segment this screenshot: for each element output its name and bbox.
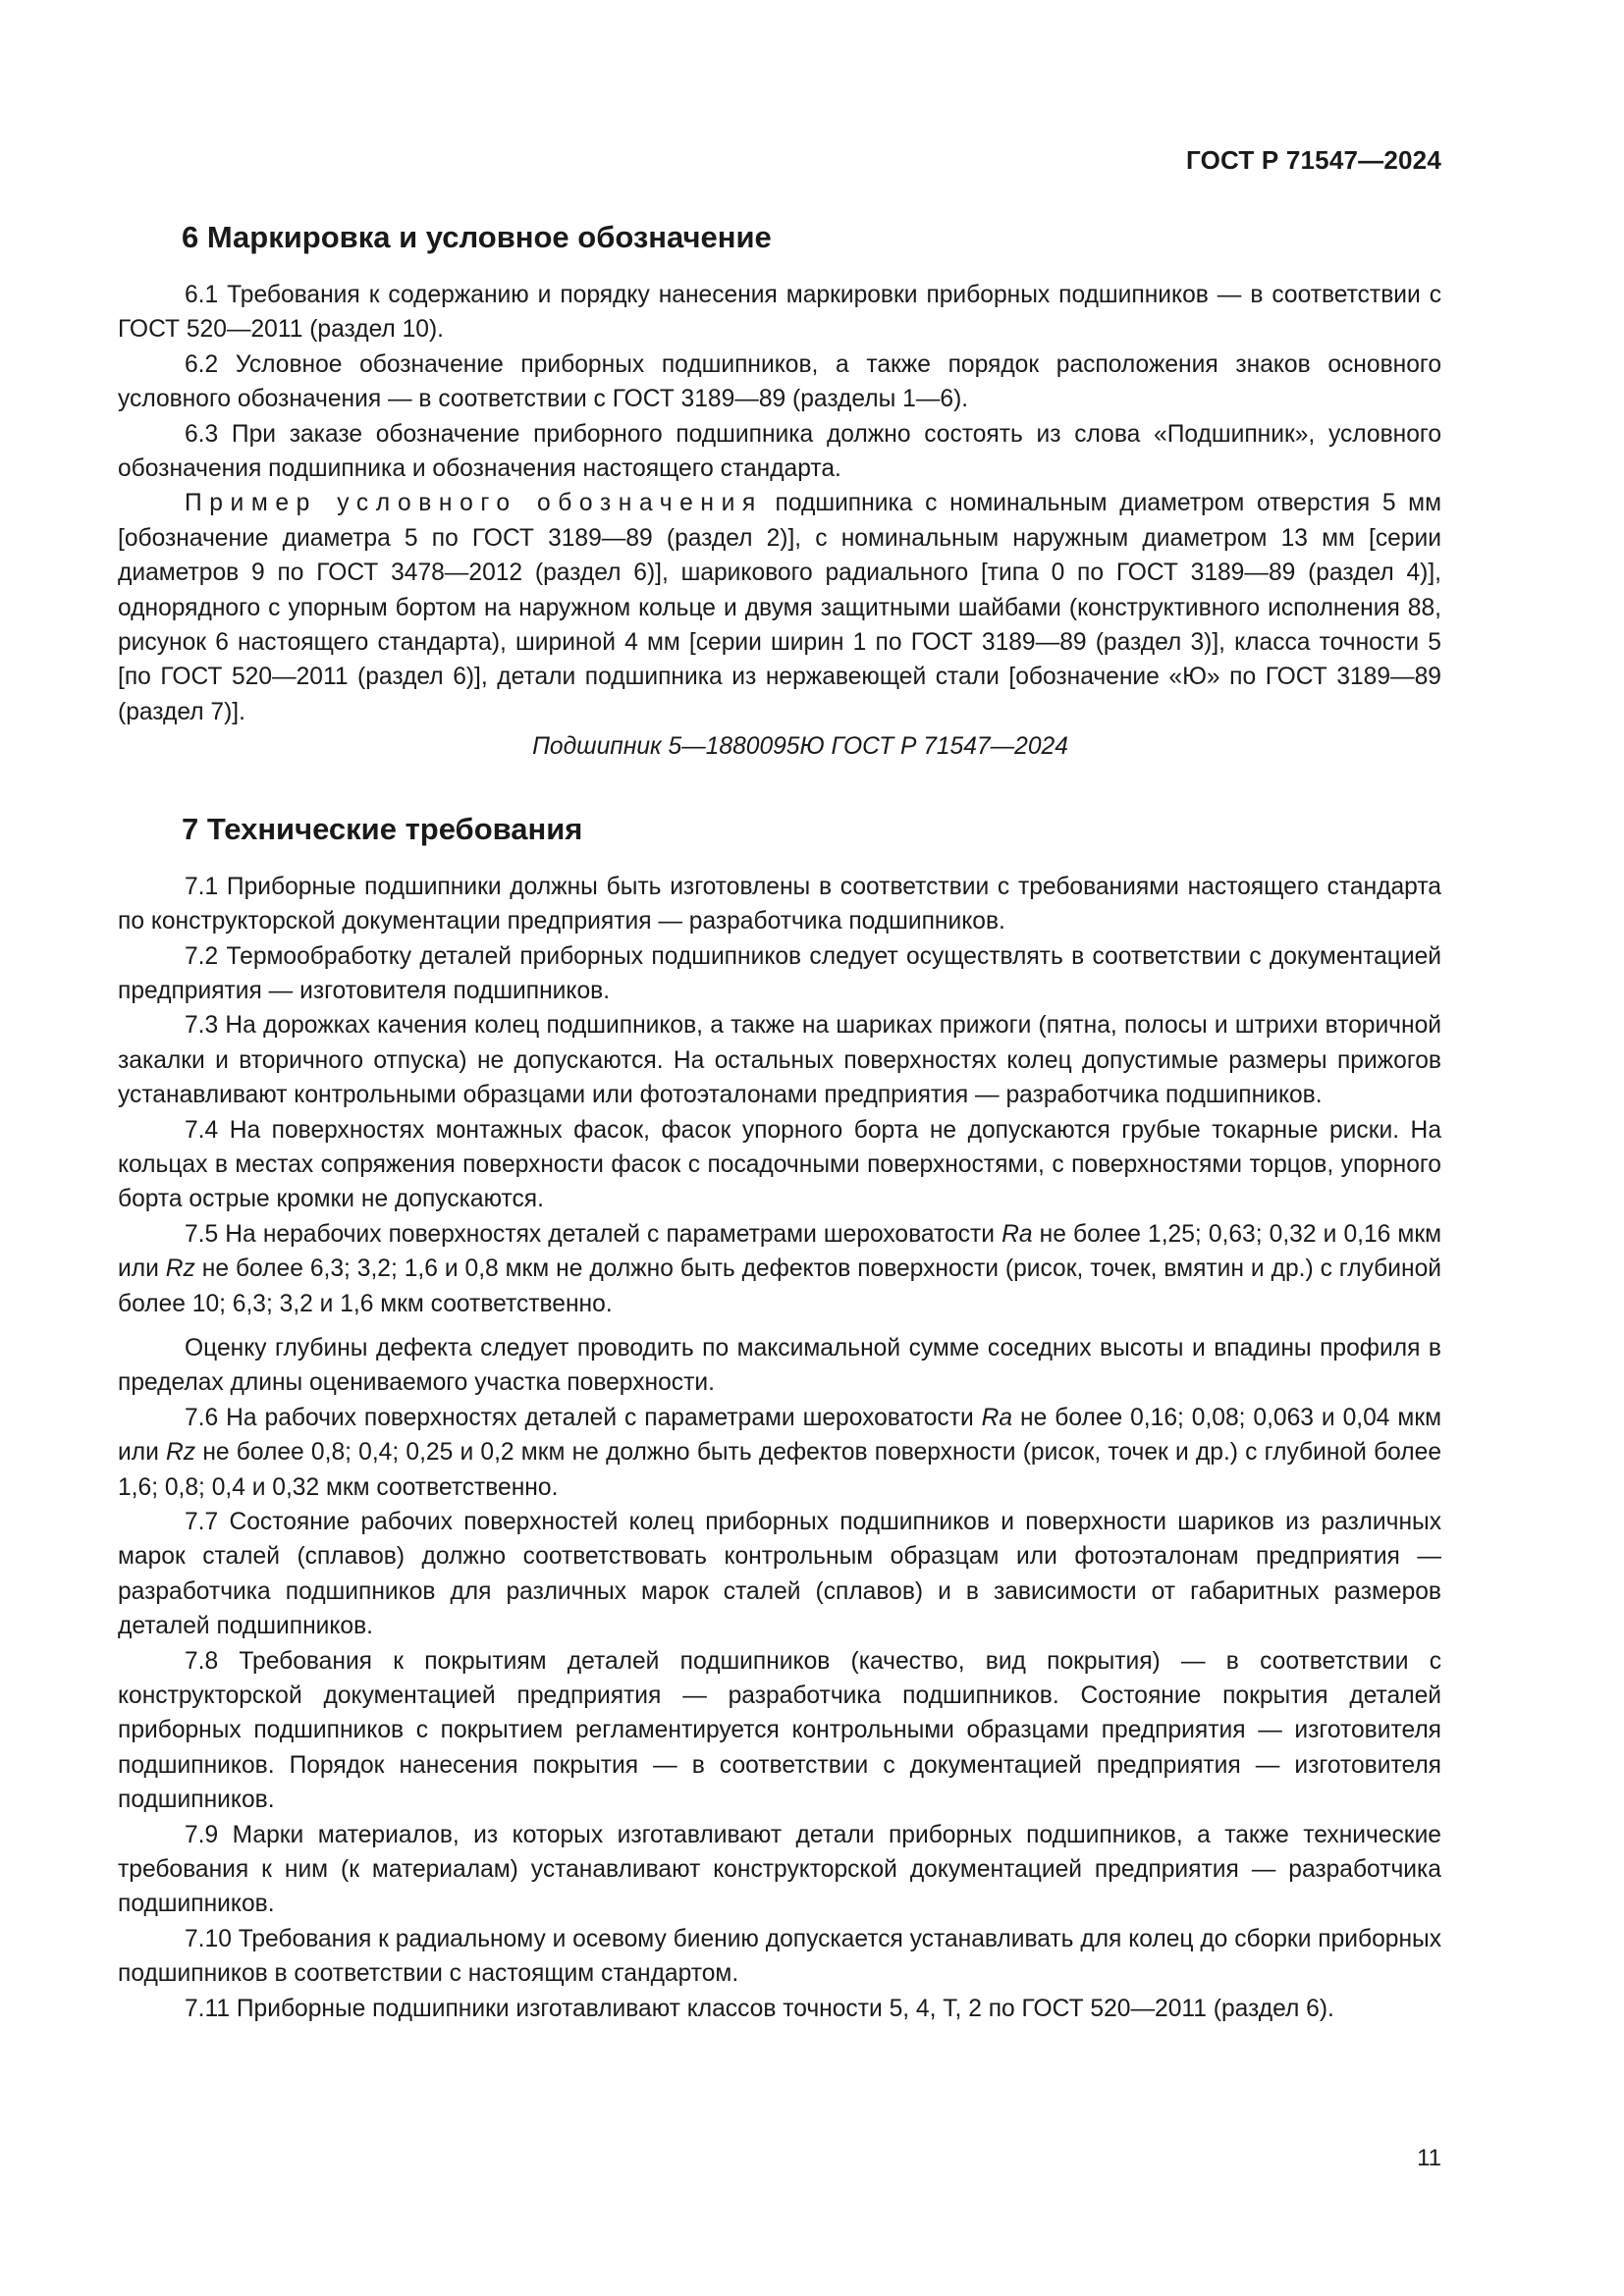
p7-5-rz-symbol: Rz (165, 1255, 195, 1283)
paragraph-6-3: 6.3 При заказе обозначение приборного подшипника должно состоять из слова «Подшипник», условного обозначения подшипника и обозначения настоящего стандарта. (118, 420, 1441, 483)
section-6-heading: 6 Маркировка и условное обозначение (182, 220, 772, 254)
paragraph-7-5-note: Оценку глубины дефекта следует проводить по максимальной сумме соседних высоты и впадины профиля в пределах длины оцениваемого участка поверхности. (118, 1334, 1441, 1397)
p7-6-text-3: не более 0,8; 0,4; 0,25 и 0,2 мкм не должно быть дефектов поверхности (рисок, точек и др.) с глубиной более 1,6; 0,8; 0,4 и 0,32 мкм соответственно. (118, 1439, 1441, 1501)
p7-5-text-1: 7.5 На нерабочих поверхностях деталей с параметрами шероховатости (185, 1220, 1002, 1248)
p7-5-text-2: не более 1,25; 0,63; 0,32 и 0,16 мкм или (118, 1220, 1441, 1283)
example-designation: Подшипник 5—1880095Ю ГОСТ Р 71547—2024 (532, 733, 1068, 761)
paragraph-7-8: 7.8 Требования к покрытиям деталей подшипников (качество, вид покрытия) — в соответствии с конструкторской документацией предприятия — разработчика подшипников. Состояние покрытия деталей приборных подшипников с покрытием регламентируется контрольными образцами предприятия — изготовителя подшипников. Порядок нанесения покрытия — в соответствии с документацией предприятия — изготовителя подшипников. (118, 1647, 1441, 1814)
document-body (118, 218, 1441, 2026)
example-label: Пример условного обозначения (185, 490, 763, 517)
paragraph-6-1: 6.1 Требования к содержанию и порядку нанесения маркировки приборных подшипников — в соответствии с ГОСТ 520—2011 (раздел 10). (118, 282, 1441, 344)
section-7-heading: 7 Технические требования (182, 811, 583, 846)
p7-5-ra-symbol: Ra (1001, 1220, 1033, 1248)
page-number: 11 (1417, 2145, 1441, 2171)
example-text: подшипника с номинальным диаметром отверстия 5 мм [обозначение диаметра 5 по ГОСТ 3189—89 (раздел 2)], с номинальным наружным диаметром 13 мм [серии диаметров 9 по ГОСТ 3478—2012 (раздел 6)], шарикового радиального [типа 0 по ГОСТ 3189—89 (раздел 4)], однорядного с упорным бортом на наружном кольце и двумя защитными шайбами (конструктивного исполнения 88, рисунок 6 настоящего стандарта), шириной 4 мм [серии ширин 1 по ГОСТ 3189—89 (раздел 3)], класса точности 5 [по ГОСТ 520—2011 (раздел 6)], детали подшипника из нержавеющей стали [обозначение «Ю» по ГОСТ 3189—89 (раздел 7)]. (118, 490, 1441, 725)
p7-6-rz-symbol: Rz (166, 1439, 196, 1467)
paragraph-7-3: 7.3 На дорожках качения колец подшипников, а также на шариках прижоги (пятна, полосы и штрихи вторичной закалки и вторичного отпуска) не допускаются. На остальных поверхностях колец допустимые размеры прижогов устанавливают контрольными образцами или фотоэталонами предприятия — разработчика подшипников. (118, 1012, 1441, 1109)
paragraph-7-11: 7.11 Приборные подшипники изготавливают классов точности 5, 4, Т, 2 по ГОСТ 520—2011 (раздел 6). (185, 1995, 1334, 2022)
paragraph-7-1: 7.1 Приборные подшипники должны быть изготовлены в соответствии с требованиями настоящего стандарта по конструкторской документации предприятия — разработчика подшипников. (118, 873, 1441, 935)
document-code: ГОСТ Р 71547—2024 (1186, 145, 1441, 175)
p7-6-ra-symbol: Ra (981, 1404, 1013, 1431)
paragraph-6-2: 6.2 Условное обозначение приборных подшипников, а также порядок расположения знаков основного условного обозначения — в соответствии с ГОСТ 3189—89 (разделы 1—6). (118, 350, 1441, 413)
paragraph-7-7: 7.7 Состояние рабочих поверхностей колец приборных подшипников и поверхности шариков из различных марок сталей (сплавов) должно соответствовать контрольным образцам или фотоэталонам предприятия — разработчика подшипников для различных марок сталей (сплавов) и в зависимости от габаритных размеров деталей подшипников. (118, 1509, 1441, 1640)
p7-5-text-3: не более 6,3; 3,2; 1,6 и 0,8 мкм не должно быть дефектов поверхности (рисок, точек, вмятин и др.) с глубиной более 10; 6,3; 3,2 и 1,6 мкм соответственно. (118, 1255, 1441, 1317)
paragraph-7-10: 7.10 Требования к радиальному и осевому биению допускается устанавливать для колец до сборки приборных подшипников в соответствии с настоящим стандартом. (118, 1925, 1441, 1988)
paragraph-7-6 (118, 1401, 1441, 1505)
paragraph-7-2: 7.2 Термообработку деталей приборных подшипников следует осуществлять в соответствии с документацией предприятия — изготовителя подшипников. (118, 942, 1441, 1004)
paragraph-7-4: 7.4 На поверхностях монтажных фасок, фасок упорного борта не допускаются грубые токарные риски. На кольцах в местах сопряжения поверхности фасок с посадочными поверхностями, с поверхностями торцов, упорного борта острые кромки не допускаются. (118, 1116, 1441, 1213)
p7-6-text-2: не более 0,16; 0,08; 0,063 и 0,04 мкм или (118, 1404, 1441, 1467)
example-paragraph (118, 486, 1441, 729)
p7-6-text-1: 7.6 На рабочих поверхностях деталей с параметрами шероховатости (185, 1404, 982, 1431)
paragraph-7-9: 7.9 Марки материалов, из которых изготавливают детали приборных подшипников, а также технические требования к ним (к материалам) устанавливают конструкторской документацией предприятия — разработчика подшипников. (118, 1821, 1441, 1918)
paragraph-7-5 (118, 1217, 1441, 1321)
